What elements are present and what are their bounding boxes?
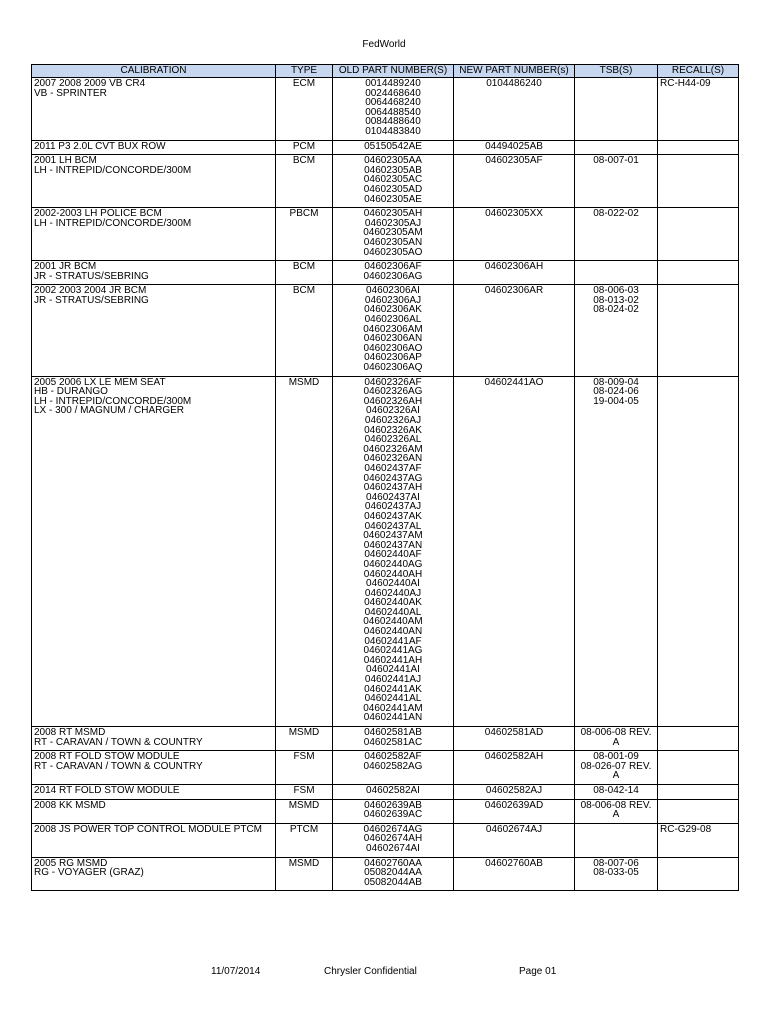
old-part-numbers-line: 04602441AI (366, 664, 420, 676)
type-cell: PBCM (276, 208, 333, 261)
tsbs-line: A (612, 809, 620, 821)
tsbs-cell (575, 376, 658, 726)
type-cell: PTCM (276, 823, 333, 857)
old-part-numbers-line: 04602306AK (364, 304, 422, 316)
table-row (32, 155, 739, 208)
tsbs-line: 08-007-06 (593, 857, 639, 869)
old-part-numbers-cell (333, 823, 454, 857)
tsbs-line: 08-022-02 (593, 208, 639, 220)
old-part-numbers-cell (333, 799, 454, 823)
new-part-numbers-cell (454, 727, 575, 751)
type-cell: FSM (276, 751, 333, 785)
old-part-numbers-line: 04602306AO (363, 342, 423, 354)
old-part-numbers-line: 05082044AA (364, 867, 422, 879)
tsbs-cell (575, 727, 658, 751)
type-cell: FSM (276, 784, 333, 799)
old-part-numbers-line: 04602305AO (363, 246, 423, 258)
calibration-line: 2008 RT FOLD STOW MODULE (34, 751, 180, 763)
new-part-numbers-line: 0104486240 (486, 78, 542, 89)
new-part-numbers-cell (454, 751, 575, 785)
recalls-cell (658, 155, 739, 208)
old-part-numbers-line: 04602639AC (363, 809, 423, 821)
tsbs-cell (575, 799, 658, 823)
old-part-numbers-line: 04602305AJ (364, 217, 422, 229)
calibration-cell (32, 208, 276, 261)
col-header-old-part-numbers: OLD PART NUMBER(S) (333, 65, 454, 78)
recalls-cell (658, 376, 739, 726)
tsbs-cell (575, 857, 658, 891)
calibration-line: 2005 RG MSMD (34, 857, 108, 869)
new-part-numbers-line: 04602674AJ (485, 823, 543, 835)
old-part-numbers-line: 04602437AL (364, 520, 422, 532)
recalls-cell (658, 751, 739, 785)
calibration-cell (32, 751, 276, 785)
calibration-cell (32, 799, 276, 823)
old-part-numbers-line: 04602441AF (364, 635, 422, 647)
table-row (32, 140, 739, 155)
old-part-numbers-line: 0104483840 (365, 125, 421, 137)
new-part-numbers-cell (454, 261, 575, 285)
calibration-line: RT - CARAVAN / TOWN & COUNTRY (34, 736, 203, 748)
new-part-numbers-line: 04602305XX (485, 208, 543, 220)
tsbs-line: 08-042-14 (593, 784, 639, 796)
tsbs-line: 08-013-02 (593, 294, 639, 306)
old-part-numbers-line: 0064488540 (365, 106, 421, 118)
new-part-numbers-line: 04494025AB (485, 140, 543, 152)
old-part-numbers-line: 04602639AB (364, 799, 422, 811)
calibration-line: RG - VOYAGER (GRAZ) (34, 867, 144, 879)
tsbs-cell (575, 78, 658, 141)
calibration-line: RT - CARAVAN / TOWN & COUNTRY (34, 760, 203, 772)
old-part-numbers-line: 04602441AJ (364, 674, 422, 686)
old-part-numbers-line: 04602305AE (364, 193, 422, 205)
old-part-numbers-line: 05150542AE (364, 140, 422, 152)
table-row (32, 823, 739, 857)
recalls-cell (658, 140, 739, 155)
footer-date: 11/07/2014 (211, 966, 261, 977)
new-part-numbers-cell (454, 799, 575, 823)
calibration-line: 2002 2003 2004 JR BCM (34, 285, 147, 297)
old-part-numbers-line: 04602437AF (364, 462, 422, 474)
old-part-numbers-line: 04602305AH (363, 208, 423, 220)
type-cell: PCM (276, 140, 333, 155)
type-cell: MSMD (276, 799, 333, 823)
old-part-numbers-line: 04602326AN (363, 453, 423, 465)
new-part-numbers-line: 04602760AB (485, 857, 543, 869)
old-part-numbers-cell (333, 261, 454, 285)
old-part-numbers-line: 04602306AM (363, 323, 423, 335)
calibration-table (31, 64, 739, 891)
new-part-numbers-line: 04602306AR (484, 285, 544, 297)
recalls-cell (658, 78, 739, 141)
col-header-tsbs: TSB(S) (575, 65, 658, 78)
calibration-cell (32, 261, 276, 285)
table-row (32, 285, 739, 376)
calibration-line: LH - INTREPID/CONCORDE/300M (34, 217, 192, 229)
old-part-numbers-line: 04602326AI (366, 405, 420, 417)
old-part-numbers-line: 04602306AL (364, 314, 422, 326)
tsbs-line: A (612, 736, 620, 748)
tsbs-cell (575, 751, 658, 785)
old-part-numbers-line: 04602306AJ (364, 294, 422, 306)
recalls-cell (658, 285, 739, 376)
old-part-numbers-line: 04602305AC (363, 174, 423, 186)
tsbs-cell (575, 155, 658, 208)
calibration-cell (32, 78, 276, 141)
tsbs-cell (575, 261, 658, 285)
tsbs-cell (575, 140, 658, 155)
old-part-numbers-cell (333, 784, 454, 799)
tsbs-cell (575, 823, 658, 857)
old-part-numbers-line: 04602305AN (363, 236, 423, 248)
old-part-numbers-line: 0084488640 (365, 116, 421, 128)
new-part-numbers-line: 04602441AO (484, 376, 544, 388)
recalls-cell (658, 208, 739, 261)
old-part-numbers-line: 04602437AI (366, 491, 420, 503)
old-part-numbers-line: 0014489240 (365, 78, 421, 89)
recalls-cell (658, 799, 739, 823)
old-part-numbers-cell (333, 78, 454, 141)
old-part-numbers-line: 0024468640 (365, 87, 421, 99)
calibration-line: LH - INTREPID/CONCORDE/300M (34, 164, 192, 176)
old-part-numbers-line: 04602582AI (366, 784, 420, 796)
recalls-cell (658, 784, 739, 799)
old-part-numbers-line: 04602440AN (363, 626, 423, 638)
type-cell: BCM (276, 285, 333, 376)
calibration-line: 2011 P3 2.0L CVT BUX ROW (34, 140, 166, 152)
old-part-numbers-line: 04602440AM (363, 616, 423, 628)
old-part-numbers-line: 04602437AN (363, 539, 423, 551)
table-row (32, 857, 739, 891)
calibration-line: HB - DURANGO (34, 386, 108, 398)
old-part-numbers-cell (333, 155, 454, 208)
table-body (32, 78, 739, 891)
old-part-numbers-line: 04602582AG (363, 760, 423, 772)
calibration-cell (32, 784, 276, 799)
recalls-cell (658, 823, 739, 857)
old-part-numbers-line: 04602306AF (364, 261, 422, 273)
type-cell: MSMD (276, 376, 333, 726)
old-part-numbers-line: 04602305AB (364, 164, 422, 176)
old-part-numbers-line: 04602437AJ (364, 501, 422, 513)
tsbs-line: 08-033-05 (593, 867, 639, 879)
old-part-numbers-line: 05082044AB (364, 876, 422, 888)
old-part-numbers-line: 04602326AJ (364, 415, 422, 426)
calibration-line: 2008 KK MSMD (34, 799, 106, 811)
old-part-numbers-cell (333, 727, 454, 751)
new-part-numbers-cell (454, 857, 575, 891)
calibration-line: JR - STRATUS/SEBRING (34, 294, 149, 306)
table-row (32, 727, 739, 751)
new-part-numbers-line: 04602306AH (484, 261, 544, 273)
old-part-numbers-line: 04602441AH (363, 654, 423, 666)
calibration-cell (32, 285, 276, 376)
old-part-numbers-line: 04602582AF (364, 751, 422, 763)
recalls-line: RC-G29-08 (660, 823, 712, 835)
type-cell: BCM (276, 261, 333, 285)
table-row (32, 208, 739, 261)
recalls-cell (658, 727, 739, 751)
old-part-numbers-line: 04602306AP (364, 352, 422, 364)
recalls-line: RC-H44-09 (660, 78, 711, 89)
tsbs-line: A (612, 770, 620, 782)
old-part-numbers-line: 04602441AL (364, 693, 422, 705)
table-row (32, 799, 739, 823)
table-row (32, 78, 739, 141)
calibration-line: 2008 JS POWER TOP CONTROL MODULE PTCM (34, 823, 263, 835)
old-part-numbers-line: 04602437AG (363, 472, 423, 484)
tsbs-line: 08-006-08 REV. (580, 727, 652, 738)
tsbs-line: 08-006-03 (593, 285, 639, 297)
type-cell: MSMD (276, 727, 333, 751)
calibration-cell (32, 140, 276, 155)
old-part-numbers-line: 04602674AG (363, 823, 423, 835)
old-part-numbers-cell (333, 285, 454, 376)
page-header-title: FedWorld (362, 39, 406, 50)
old-part-numbers-line: 04602306AI (366, 285, 420, 297)
calibration-line: LX - 300 / MAGNUM / CHARGER (34, 405, 185, 417)
calibration-line: JR - STRATUS/SEBRING (34, 270, 149, 282)
new-part-numbers-cell (454, 285, 575, 376)
old-part-numbers-line: 04602440AH (363, 568, 423, 580)
recalls-cell (658, 261, 739, 285)
tsbs-line: 08-009-04 (593, 376, 639, 388)
old-part-numbers-line: 04602306AQ (363, 362, 423, 374)
tsbs-line: 08-024-02 (593, 304, 639, 316)
new-part-numbers-cell (454, 208, 575, 261)
tsbs-cell (575, 285, 658, 376)
old-part-numbers-line: 04602440AG (363, 558, 423, 570)
new-part-numbers-line: 04602305AF (485, 155, 543, 167)
old-part-numbers-line: 04602441AN (363, 712, 423, 724)
old-part-numbers-line: 04602437AK (364, 510, 422, 522)
calibration-line: VB - SPRINTER (34, 87, 107, 99)
old-part-numbers-line: 04602441AK (364, 683, 422, 695)
new-part-numbers-cell (454, 784, 575, 799)
old-part-numbers-line: 04602437AM (363, 530, 423, 542)
old-part-numbers-line: 04602440AI (366, 578, 420, 590)
old-part-numbers-cell (333, 751, 454, 785)
tsbs-cell (575, 784, 658, 799)
calibration-cell (32, 857, 276, 891)
new-part-numbers-cell (454, 140, 575, 155)
old-part-numbers-line: 04602306AG (363, 270, 423, 282)
old-part-numbers-line: 04602441AM (363, 702, 423, 714)
old-part-numbers-line: 04602440AF (364, 549, 422, 561)
old-part-numbers-line: 04602326AG (363, 386, 423, 398)
calibration-line: 2007 2008 2009 VB CR4 (34, 78, 146, 89)
new-part-numbers-line: 04602639AD (484, 799, 544, 811)
old-part-numbers-line: 04602760AA (364, 857, 422, 869)
calibration-line: 2002-2003 LH POLICE BCM (34, 208, 162, 220)
type-cell: BCM (276, 155, 333, 208)
new-part-numbers-cell (454, 376, 575, 726)
calibration-line: 2014 RT FOLD STOW MODULE (34, 784, 180, 796)
tsbs-line: 08-026-07 REV. (580, 760, 652, 772)
calibration-line: 2008 RT MSMD (34, 727, 106, 738)
old-part-numbers-line: 04602674AI (366, 842, 420, 854)
old-part-numbers-line: 04602440AJ (364, 587, 422, 599)
old-part-numbers-line: 04602441AG (363, 645, 423, 657)
tsbs-line: 08-006-08 REV. (580, 799, 652, 811)
old-part-numbers-line: 04602437AH (363, 482, 423, 494)
table-row (32, 376, 739, 726)
table-row (32, 261, 739, 285)
old-part-numbers-line: 0064468240 (365, 97, 421, 109)
new-part-numbers-cell (454, 78, 575, 141)
tsbs-line: 08-007-01 (593, 155, 639, 167)
calibration-cell (32, 727, 276, 751)
tsbs-line: 08-001-09 (593, 751, 639, 763)
calibration-cell (32, 823, 276, 857)
old-part-numbers-cell (333, 376, 454, 726)
col-header-new-part-numbers: NEW PART NUMBER(s) (454, 65, 575, 78)
old-part-numbers-line: 04602326AM (363, 443, 423, 455)
tsbs-line: 08-024-06 (593, 386, 639, 398)
calibration-line: 2001 JR BCM (34, 261, 97, 273)
recalls-cell (658, 857, 739, 891)
old-part-numbers-cell (333, 140, 454, 155)
new-part-numbers-line: 04602581AD (484, 727, 544, 738)
old-part-numbers-line: 04602440AL (364, 606, 422, 618)
footer-page-number: Page 01 (519, 966, 557, 977)
tsbs-cell (575, 208, 658, 261)
calibration-line: 2001 LH BCM (34, 155, 97, 167)
table-header-row (32, 65, 739, 78)
col-header-recalls: RECALL(S) (658, 65, 739, 78)
old-part-numbers-line: 04602674AH (363, 833, 423, 845)
type-cell: ECM (276, 78, 333, 141)
footer-confidential: Chrysler Confidential (324, 966, 417, 977)
calibration-cell (32, 155, 276, 208)
calibration-line: 2005 2006 LX LE MEM SEAT (34, 376, 166, 388)
table-row (32, 751, 739, 785)
tsbs-line: 19-004-05 (593, 395, 639, 407)
old-part-numbers-cell (333, 857, 454, 891)
table-row (32, 784, 739, 799)
old-part-numbers-line: 04602305AM (363, 227, 423, 239)
new-part-numbers-line: 04602582AH (484, 751, 544, 763)
new-part-numbers-line: 04602582AJ (485, 784, 543, 796)
col-header-calibration: CALIBRATION (32, 65, 276, 78)
old-part-numbers-line: 04602581AB (364, 727, 422, 738)
old-part-numbers-line: 04602306AN (363, 333, 423, 345)
col-header-type: TYPE (276, 65, 333, 78)
calibration-cell (32, 376, 276, 726)
old-part-numbers-line: 04602326AL (364, 434, 422, 446)
old-part-numbers-line: 04602581AC (363, 736, 423, 748)
old-part-numbers-line: 04602305AD (363, 183, 423, 195)
old-part-numbers-cell (333, 208, 454, 261)
type-cell: MSMD (276, 857, 333, 891)
calibration-line: LH - INTREPID/CONCORDE/300M (34, 395, 192, 407)
old-part-numbers-line: 04602440AK (364, 597, 422, 609)
old-part-numbers-line: 04602326AF (364, 376, 422, 388)
new-part-numbers-cell (454, 823, 575, 857)
old-part-numbers-line: 04602305AA (364, 155, 422, 167)
old-part-numbers-line: 04602326AH (363, 395, 423, 407)
old-part-numbers-line: 04602326AK (364, 424, 422, 436)
new-part-numbers-cell (454, 155, 575, 208)
